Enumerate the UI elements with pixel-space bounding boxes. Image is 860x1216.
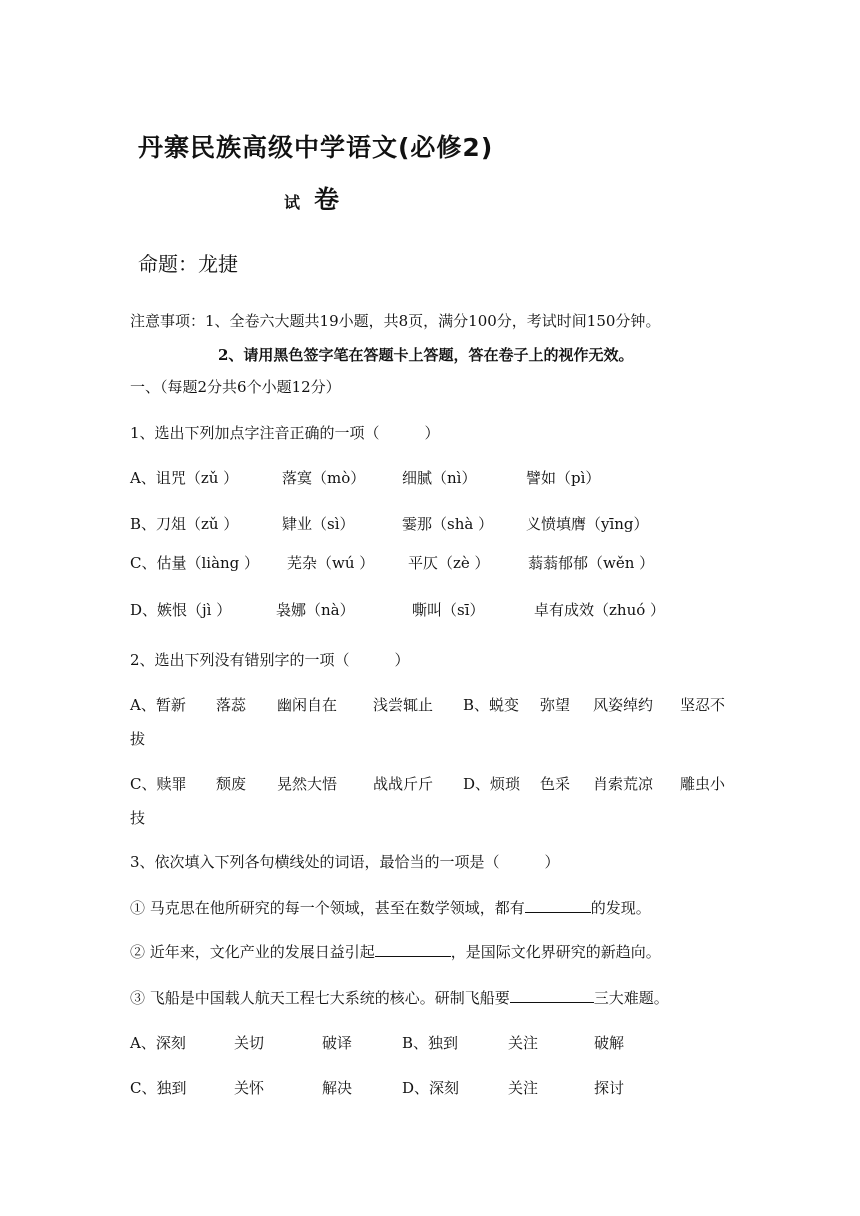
q2-word-tail: 拔 — [130, 730, 146, 748]
q3-option: C、独到 — [130, 1079, 187, 1097]
q2-word: 弥望 — [540, 696, 571, 714]
q3-s3-text: ③ 飞船是中国载人航天工程七大系统的核心。研制飞船要 — [130, 989, 510, 1007]
q2-word: 颓废 — [216, 775, 247, 793]
q3-s2-text: ，是国际文化界研究的新趋向。 — [450, 943, 661, 961]
subtitle-char-b: 卷 — [314, 185, 340, 214]
q3-option: 破解 — [594, 1034, 625, 1052]
q3-s3-text: 三大难题。 — [593, 989, 669, 1007]
q2-word: 坚忍不 — [680, 696, 726, 714]
q3-sentence-3 — [130, 988, 669, 1008]
q2-word: 浅尝辄止 — [373, 696, 434, 714]
q2-word: 晃然大悟 — [277, 775, 338, 793]
q1-a-item: 细腻（nì） — [402, 469, 477, 487]
q2-word: 幽闲自在 — [277, 696, 338, 714]
q3-option: 破译 — [322, 1034, 353, 1052]
q2-word: 肖索荒凉 — [593, 775, 654, 793]
q3-option: 解决 — [322, 1079, 353, 1097]
q2-word: 风姿绰约 — [593, 696, 654, 714]
q2-word: 战战斤斤 — [373, 775, 434, 793]
q3-option: 探讨 — [594, 1079, 625, 1097]
q1-b-item: 肄业（sì） — [282, 515, 355, 533]
subtitle-char-a: 试 — [284, 193, 301, 212]
q1-option-a — [130, 468, 238, 488]
author-line: 命题：龙捷 — [138, 252, 238, 276]
fill-blank — [510, 988, 594, 1003]
q2-word: 色采 — [540, 775, 571, 793]
q1-stem: 1、选出下列加点字注音正确的一项（ ） — [130, 424, 440, 442]
q3-s1-text: 的发现。 — [590, 899, 651, 917]
q1-c-item: 芜杂（wú ） — [287, 554, 375, 572]
q1-c-item: C、估量（liàng ） — [130, 554, 260, 572]
exam-title: 丹寨民族高级中学语文(必修2) — [138, 133, 494, 162]
q2-word: C、赎罪 — [130, 775, 187, 793]
q3-sentence-1 — [130, 898, 651, 918]
q1-b-item: B、刀俎（zǔ ） — [130, 515, 239, 533]
q1-a-item: 譬如（pì） — [526, 469, 601, 487]
q3-s1-text: ① 马克思在他所研究的每一个领域，甚至在数学领域，都有 — [130, 899, 525, 917]
exam-subtitle — [284, 180, 339, 216]
q2-word: D、烦琐 — [463, 775, 521, 793]
notice-line-2: 2、请用黑色签字笔在答题卡上答题，答在卷子上的视作无效。 — [218, 346, 634, 364]
q2-word: 雕虫小 — [680, 775, 726, 793]
q1-d-item: 袅娜（nà） — [276, 601, 355, 619]
q2-word: A、暂新 — [130, 696, 186, 714]
q2-word: B、蜕变 — [463, 696, 520, 714]
q3-option: A、深刻 — [130, 1034, 186, 1052]
q3-option: 关注 — [508, 1034, 539, 1052]
q3-option: 关切 — [234, 1034, 265, 1052]
section-heading: 一、（每题2分共6个小题12分） — [130, 378, 341, 396]
notice-line-1: 注意事项：1、全卷六大题共19小题，共8页，满分100分，考试时间150分钟。 — [130, 312, 661, 330]
q3-option: 关注 — [508, 1079, 539, 1097]
fill-blank — [525, 898, 591, 913]
q3-option: D、深刻 — [402, 1079, 460, 1097]
q1-b-item: 霎那（shà ） — [402, 515, 494, 533]
q3-s2-text: ② 近年来，文化产业的发展日益引起 — [130, 943, 375, 961]
q2-word-tail: 技 — [130, 809, 146, 827]
fill-blank — [375, 942, 451, 957]
q2-word: 落蕊 — [216, 696, 247, 714]
q1-d-item: 嘶叫（sī） — [412, 601, 485, 619]
q1-a-item: 落寞（mò） — [282, 469, 366, 487]
q1-d-item: D、嫉恨（jì ） — [130, 601, 232, 619]
q1-a-item: A、诅咒（zǔ ） — [130, 469, 239, 487]
q1-c-item: 平仄（zè ） — [408, 554, 490, 572]
q1-d-item: 卓有成效（zhuó ） — [534, 601, 666, 619]
q3-sentence-2 — [130, 942, 661, 962]
q3-option: 关怀 — [234, 1079, 265, 1097]
q1-b-item: 义愤填膺（yīng） — [526, 515, 649, 533]
q3-stem: 3、依次填入下列各句横线处的词语，最恰当的一项是（ ） — [130, 853, 560, 871]
q3-option: B、独到 — [402, 1034, 459, 1052]
q1-c-item: 蓊蓊郁郁（wěn ） — [528, 554, 655, 572]
q2-stem: 2、选出下列没有错别字的一项（ ） — [130, 651, 410, 669]
